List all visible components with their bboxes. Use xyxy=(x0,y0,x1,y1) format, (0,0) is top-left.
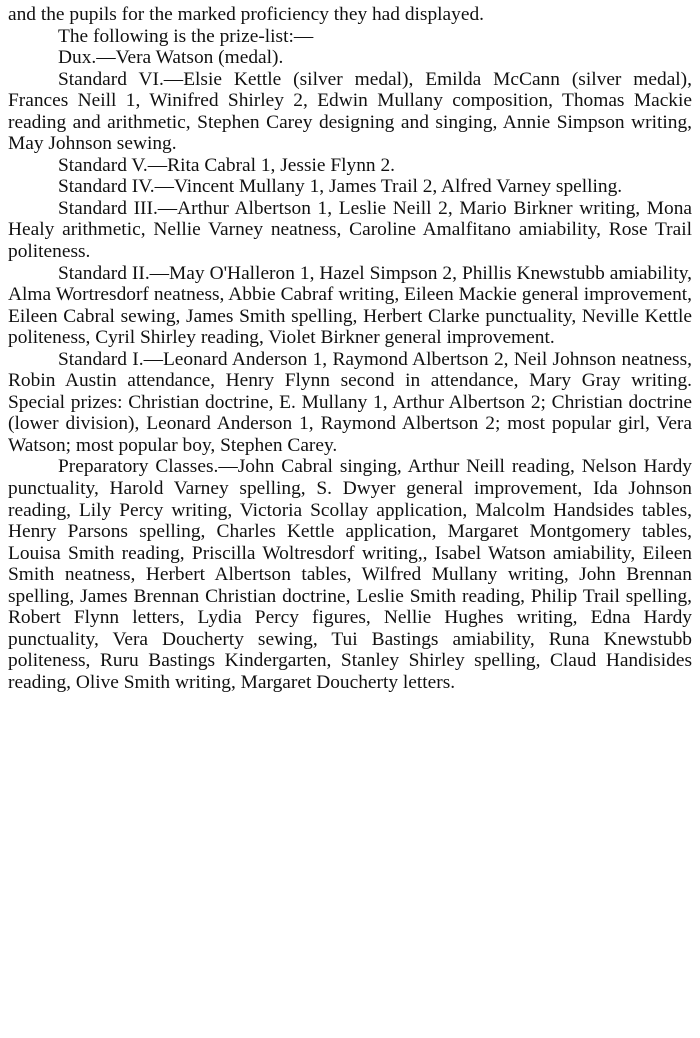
standard-4-paragraph: Standard IV.—Vincent Mullany 1, James Trail 2, Alfred Varney spelling. xyxy=(58,176,623,198)
prize-list-intro: The following is the prize-list:— xyxy=(58,25,314,47)
standard-5-paragraph: Standard V.—Rita Cabral 1, Jessie Flynn 2. xyxy=(58,154,395,176)
standard-1-paragraph: Standard I.—Leonard Anderson 1, Raymond Albertson 2, Neil Johnson neatness, Robin Austin attendance, Henry Flynn second in attendance, Mary Gray writing. Special prizes: Christian doctrine, E. Mullany 1, Arthur Albertson 2; Christian doctrine (lower division), Leonard Anderson 1, Raymond Albertson 2; most popular girl, Vera Watson; most popular boy, Stephen Carey. xyxy=(8,348,692,456)
standard-3-paragraph: Standard III.—Arthur Albertson 1, Leslie Neill 2, Mario Birkner writing, Mona Healy arithmetic, Nellie Varney neatness, Caroline Amalfitano amiability, Rose Trail politeness. xyxy=(8,197,692,263)
opening-paragraph: and the pupils for the marked proficiency they had displayed. xyxy=(8,4,484,25)
preparatory-classes-paragraph: Preparatory Classes.—John Cabral singing, Arthur Neill reading, Nelson Hardy punctuality, Harold Varney spelling, S. Dwyer general improvement, Ida Johnson reading, Lily Percy writing, Victoria Scollay application, Malcolm Handsides tables, Henry Parsons spelling, Charles Kettle application, Margaret Montgomery tables, Louisa Smith reading, Priscilla Woltresdorf writing,, Isabel Watson amiability, Eileen Smith neatness, Herbert Albertson tables, Wilfred Mullany writing, John Brennan spelling, James Brennan Christian doctrine, Leslie Smith reading, Philip Trail spelling, Robert Flynn letters, Lydia Percy figures, Nellie Hughes writing, Edna Hardy punctuality, Vera Doucherty sewing, Tui Bastings amiability, Runa Knewstubb politeness, Ruru Bastings Kindergarten, Stanley Shirley spelling, Claud Handisides reading, Olive Smith writing, Margaret Doucherty letters. xyxy=(8,456,692,693)
article-column xyxy=(8,4,692,694)
standard-6-paragraph: Standard VI.—Elsie Kettle (silver medal), Emilda McCann (silver medal), Frances Neill 1, Winifred Shirley 2, Edwin Mullany composition, Thomas Mackie reading and arithmetic, Stephen Carey designing and singing, Annie Simpson writing, May Johnson sewing. xyxy=(8,68,692,155)
standard-2-paragraph: Standard II.—May O'Halleron 1, Hazel Simpson 2, Phillis Knewstubb amiability, Alma Wortresdorf neatness, Abbie Cabraf writing, Eileen Mackie general improvement, Eileen Cabral sewing, James Smith spelling, Herbert Clarke punctuality, Neville Kettle politeness, Cyril Shirley reading, Violet Birkner general improvement. xyxy=(8,262,692,349)
dux-paragraph: Dux.—Vera Watson (medal). xyxy=(58,47,284,69)
